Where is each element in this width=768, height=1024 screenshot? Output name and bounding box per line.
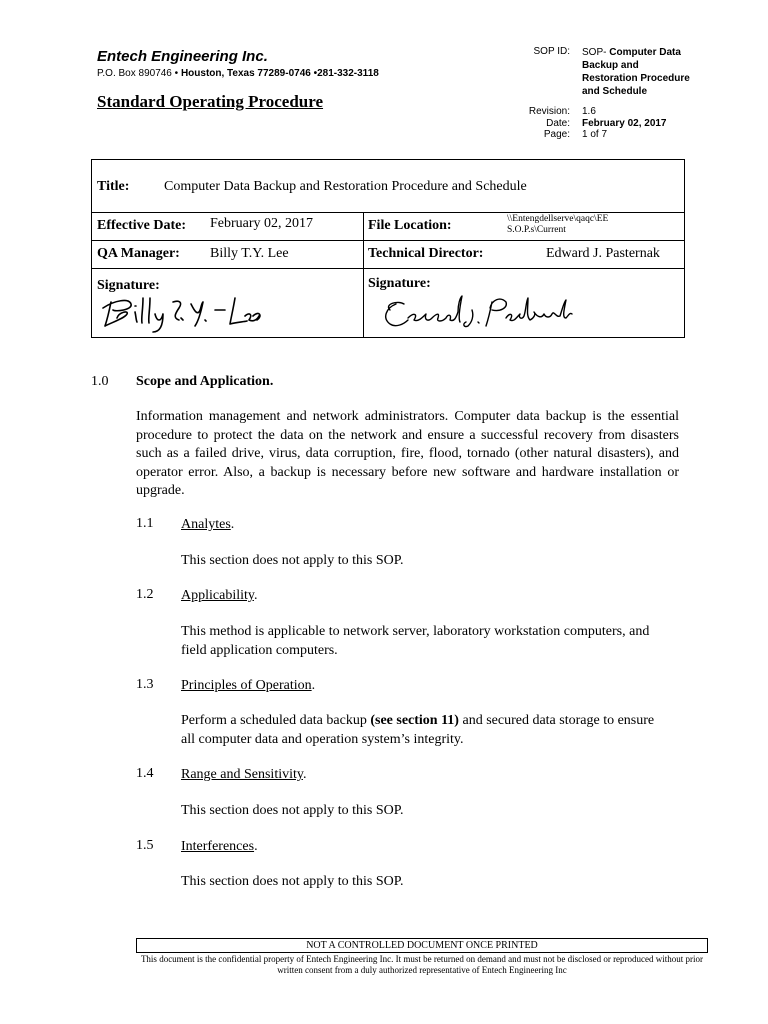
table-divider <box>92 240 684 241</box>
table-column-divider <box>363 212 364 337</box>
section-1-title: Scope and Application. <box>136 374 274 389</box>
section-1-5-number: 1.5 <box>136 838 154 853</box>
technical-director-value: Edward J. Pasternak <box>546 246 660 261</box>
section-1-5-text: This section does not apply to this SOP. <box>181 874 404 889</box>
section-1-4-number: 1.4 <box>136 766 154 781</box>
section-1-2-text: This method is applicable to network server, laboratory workstation computers, and field application computers. <box>181 624 650 658</box>
qa-manager-value: Billy T.Y. Lee <box>210 246 289 261</box>
company-name: Entech Engineering Inc. <box>97 48 268 65</box>
signature-label-tech: Signature: <box>368 276 431 291</box>
controlled-document-notice: NOT A CONTROLLED DOCUMENT ONCE PRINTED <box>136 938 708 953</box>
revision-label: Revision: <box>528 106 570 117</box>
section-1-3-reference: (see section 11) <box>370 713 459 728</box>
section-1-4-heading: Range and Sensitivity. <box>181 767 307 782</box>
effective-date-value: February 02, 2017 <box>210 216 314 231</box>
title-label: Title: <box>97 179 130 194</box>
table-divider <box>92 268 684 269</box>
sop-info-table <box>91 159 685 338</box>
section-1-3-heading: Principles of Operation. <box>181 678 316 693</box>
section-1-2-heading: Applicability. <box>181 588 258 603</box>
qa-manager-label: QA Manager: <box>97 246 180 261</box>
section-1-3-text-part2: and secured data storage to ensure all computer data and operation system’s integrity. <box>181 713 655 747</box>
table-divider <box>92 212 684 213</box>
section-1-4-title: Range and Sensitivity <box>181 767 303 782</box>
sop-id-label: SOP ID: <box>533 46 570 57</box>
file-location-label: File Location: <box>368 218 452 233</box>
section-1-5-title: Interferences <box>181 839 255 854</box>
file-location-line1: \\Entengdellserve\qaqc\EE <box>507 214 609 224</box>
effective-date-label: Effective Date: <box>97 218 187 233</box>
section-1-1-heading: Analytes. <box>181 517 235 532</box>
file-location-line2: S.O.P.s\Current <box>507 225 566 235</box>
revision-value: 1.6 <box>582 106 596 117</box>
technical-director-signature <box>374 288 574 334</box>
section-1-3-title: Principles of Operation <box>181 678 312 693</box>
section-1-2-title: Applicability <box>181 588 254 603</box>
address-po-box: P.O. Box 890746 • <box>97 68 181 79</box>
technical-director-label: Technical Director: <box>368 246 484 261</box>
section-1-1-title: Analytes <box>181 517 231 532</box>
section-1-2-number: 1.2 <box>136 587 154 602</box>
date-label: Date: <box>546 118 570 129</box>
section-1-3-text <box>181 712 671 749</box>
section-1-5-heading: Interferences. <box>181 839 258 854</box>
document-type-title: Standard Operating Procedure <box>97 92 324 111</box>
section-1-1-text: This section does not apply to this SOP. <box>181 553 404 568</box>
company-address <box>97 68 379 79</box>
title-value: Computer Data Backup and Restoration Procedure and Schedule <box>164 179 527 194</box>
section-1-paragraph: Information management and network administrators. Computer data backup is the essential procedure to protect the data on the network and ensure a successful recovery from disasters such as a failed drive, virus, data corruption, fire, flood, tornado (other natural disasters), and operator error. Also, a backup is necessary before new software and hardware installation or upgrade. <box>136 409 679 498</box>
signature-label-qa: Signature: <box>97 278 160 293</box>
sop-id-prefix: SOP- <box>582 47 607 58</box>
section-1-3-number: 1.3 <box>136 677 154 692</box>
sop-id-value <box>582 46 692 98</box>
page-value: 1 of 7 <box>582 129 608 140</box>
section-1-number: 1.0 <box>91 374 109 389</box>
confidentiality-notice: This document is the confidential property of Entech Engineering Inc. It must be returned on demand and must not be disclosed or reproduced without prior written consent from a duly authorized representative of Entech Engineering Inc <box>140 954 704 975</box>
page-label: Page: <box>543 129 570 140</box>
section-1-1-number: 1.1 <box>136 516 154 531</box>
section-1-3-text-part1: Perform a scheduled data backup <box>181 713 371 728</box>
section-1-4-text: This section does not apply to this SOP. <box>181 803 404 818</box>
qa-manager-signature <box>95 288 265 334</box>
sop-id-name: Computer Data Backup and Restoration Procedure and Schedule <box>582 47 690 97</box>
address-city-phone: Houston, Texas 77289-0746 •281-332-3118 <box>180 68 379 79</box>
date-value: February 02, 2017 <box>582 118 667 129</box>
